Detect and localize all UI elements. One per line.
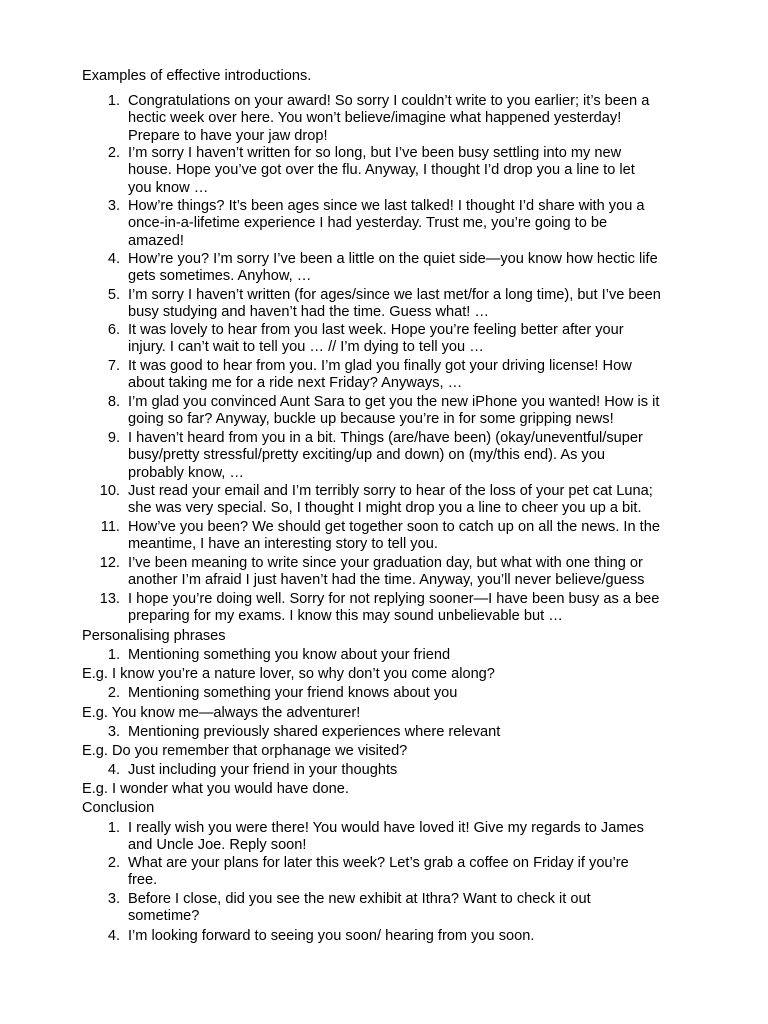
text-line: How’re you? I’m sorry I’ve been a little on the quiet side—you know how hectic life <box>128 251 658 267</box>
text-line: I’ve been meaning to write since your graduation day, but what with one thing or <box>128 555 643 571</box>
personalising-heading: Personalising phrases <box>82 628 226 644</box>
text-line: hectic week over here. You won’t believe/imagine what happened yesterday! <box>128 110 622 127</box>
text-line: How’ve you been? We should get together soon to catch up on all the news. In the <box>128 519 660 535</box>
list-item-text <box>128 198 700 250</box>
text-line: gets sometimes. Anyhow, … <box>128 268 312 285</box>
text-line: you know … <box>128 179 209 196</box>
intro-heading: Examples of effective introductions. <box>82 68 312 84</box>
list-number: 1. <box>107 93 120 109</box>
text-line: going so far? Anyway, buckle up because you’re in for some gripping news! <box>128 411 614 428</box>
text-line: How’re things? It’s been ages since we last talked! I thought I’d share with you a <box>128 198 645 214</box>
text-line: about taking me for a ride next Friday? Anyways, … <box>128 375 463 392</box>
text-line: busy/pretty stressful/pretty exciting/up and down) on (my/this end). As you <box>128 447 605 464</box>
text-line: Mentioning previously shared experiences where relevant <box>128 724 501 740</box>
text-line: I’m glad you convinced Aunt Sara to get you the new iPhone you wanted! How is it <box>128 394 660 410</box>
list-number: 4. <box>107 928 120 944</box>
text-line: injury. I can’t wait to tell you … // I’m dying to tell you … <box>128 339 484 356</box>
list-number: 4. <box>107 762 120 778</box>
text-line: Just including your friend in your thoughts <box>128 762 398 778</box>
list-item-text <box>128 322 700 357</box>
text-line: I haven’t heard from you in a bit. Things (are/have been) (okay/uneventful/super <box>128 430 643 446</box>
list-item-text <box>128 519 700 554</box>
list-number: 6. <box>107 322 120 338</box>
list-number: 3. <box>107 198 120 214</box>
list-number: 1. <box>107 820 120 836</box>
text-line: Just read your email and I’m terribly sorry to hear of the loss of your pet cat Luna; <box>128 483 653 499</box>
list-item-text <box>128 145 700 197</box>
list-number: 1. <box>107 647 120 663</box>
text-line: What are your plans for later this week? Let’s grab a coffee on Friday if you’re <box>128 855 629 871</box>
text-line: Mentioning something your friend knows about you <box>128 685 458 701</box>
list-number: 3. <box>107 891 120 907</box>
list-item-text <box>128 685 700 702</box>
list-item-text <box>128 394 700 429</box>
list-number: 3. <box>107 724 120 740</box>
text-line: It was good to hear from you. I’m glad you finally got your driving license! How <box>128 358 632 374</box>
list-number: 10. <box>99 483 120 499</box>
list-number: 13. <box>99 591 120 607</box>
list-item-text <box>128 93 700 145</box>
list-item-text <box>128 891 700 926</box>
list-item-text <box>128 591 700 626</box>
list-item-text <box>128 724 700 741</box>
text-line: busy studying and haven’t had the time. Guess what! … <box>128 304 489 321</box>
text-line: Mentioning something you know about your friend <box>128 647 451 663</box>
text-line: I’m sorry I haven’t written (for ages/since we last met/for a long time), but I’ve been <box>128 287 661 303</box>
list-item-text <box>128 251 700 286</box>
list-item-text <box>128 555 700 590</box>
example-sentence: E.g. You know me—always the adventurer! <box>82 705 361 721</box>
list-item-text <box>128 855 700 890</box>
text-line: preparing for my exams. I know this may sound unbelievable but … <box>128 608 563 625</box>
list-number: 7. <box>107 358 120 374</box>
list-item-text <box>128 358 700 393</box>
text-line: I’m looking forward to seeing you soon/ hearing from you soon. <box>128 928 535 944</box>
conclusion-heading: Conclusion <box>82 800 155 816</box>
text-line: free. <box>128 872 158 889</box>
list-number: 12. <box>99 555 120 571</box>
text-line: Before I close, did you see the new exhibit at Ithra? Want to check it out <box>128 891 591 907</box>
text-line: meantime, I have an interesting story to tell you. <box>128 536 438 553</box>
list-item-text <box>128 430 700 482</box>
list-item-text <box>128 762 700 779</box>
list-number: 2. <box>107 145 120 161</box>
text-line: another I’m afraid I just haven’t had the time. Anyway, you’ll never believe/guess <box>128 572 645 589</box>
text-line: Prepare to have your jaw drop! <box>128 127 328 144</box>
text-line: once-in-a-lifetime experience I had yesterday. Trust me, you’re going to be <box>128 215 608 232</box>
list-number: 8. <box>107 394 120 410</box>
list-item-text <box>128 483 700 518</box>
list-number: 11. <box>100 519 120 535</box>
text-line: Congratulations on your award! So sorry I couldn’t write to you earlier; it’s been a <box>128 93 650 109</box>
list-number: 2. <box>107 685 120 701</box>
list-item-text <box>128 647 700 664</box>
list-number: 5. <box>107 287 120 303</box>
list-number: 2. <box>107 855 120 871</box>
text-line: I’m sorry I haven’t written for so long, but I’ve been busy settling into my new <box>128 145 622 161</box>
text-line: probably know, … <box>128 464 245 481</box>
text-line: It was lovely to hear from you last week. Hope you’re feeling better after your <box>128 322 624 338</box>
example-sentence: E.g. I wonder what you would have done. <box>82 781 349 797</box>
text-line: house. Hope you’ve got over the flu. Anyway, I thought I’d drop you a line to let <box>128 162 635 179</box>
text-line: I really wish you were there! You would have loved it! Give my regards to James <box>128 820 644 836</box>
example-sentence: E.g. I know you’re a nature lover, so why don’t you come along? <box>82 666 495 682</box>
list-number: 9. <box>107 430 120 446</box>
list-item-text <box>128 820 700 855</box>
list-item-text <box>128 928 700 945</box>
text-line: she was very special. So, I thought I might drop you a line to cheer you up a bit. <box>128 500 642 517</box>
text-line: amazed! <box>128 232 184 249</box>
list-number: 4. <box>107 251 120 267</box>
example-sentence: E.g. Do you remember that orphanage we visited? <box>82 743 408 759</box>
list-item-text <box>128 287 700 322</box>
text-line: sometime? <box>128 908 200 925</box>
text-line: and Uncle Joe. Reply soon! <box>128 837 307 854</box>
text-line: I hope you’re doing well. Sorry for not replying sooner—I have been busy as a bee <box>128 591 660 607</box>
